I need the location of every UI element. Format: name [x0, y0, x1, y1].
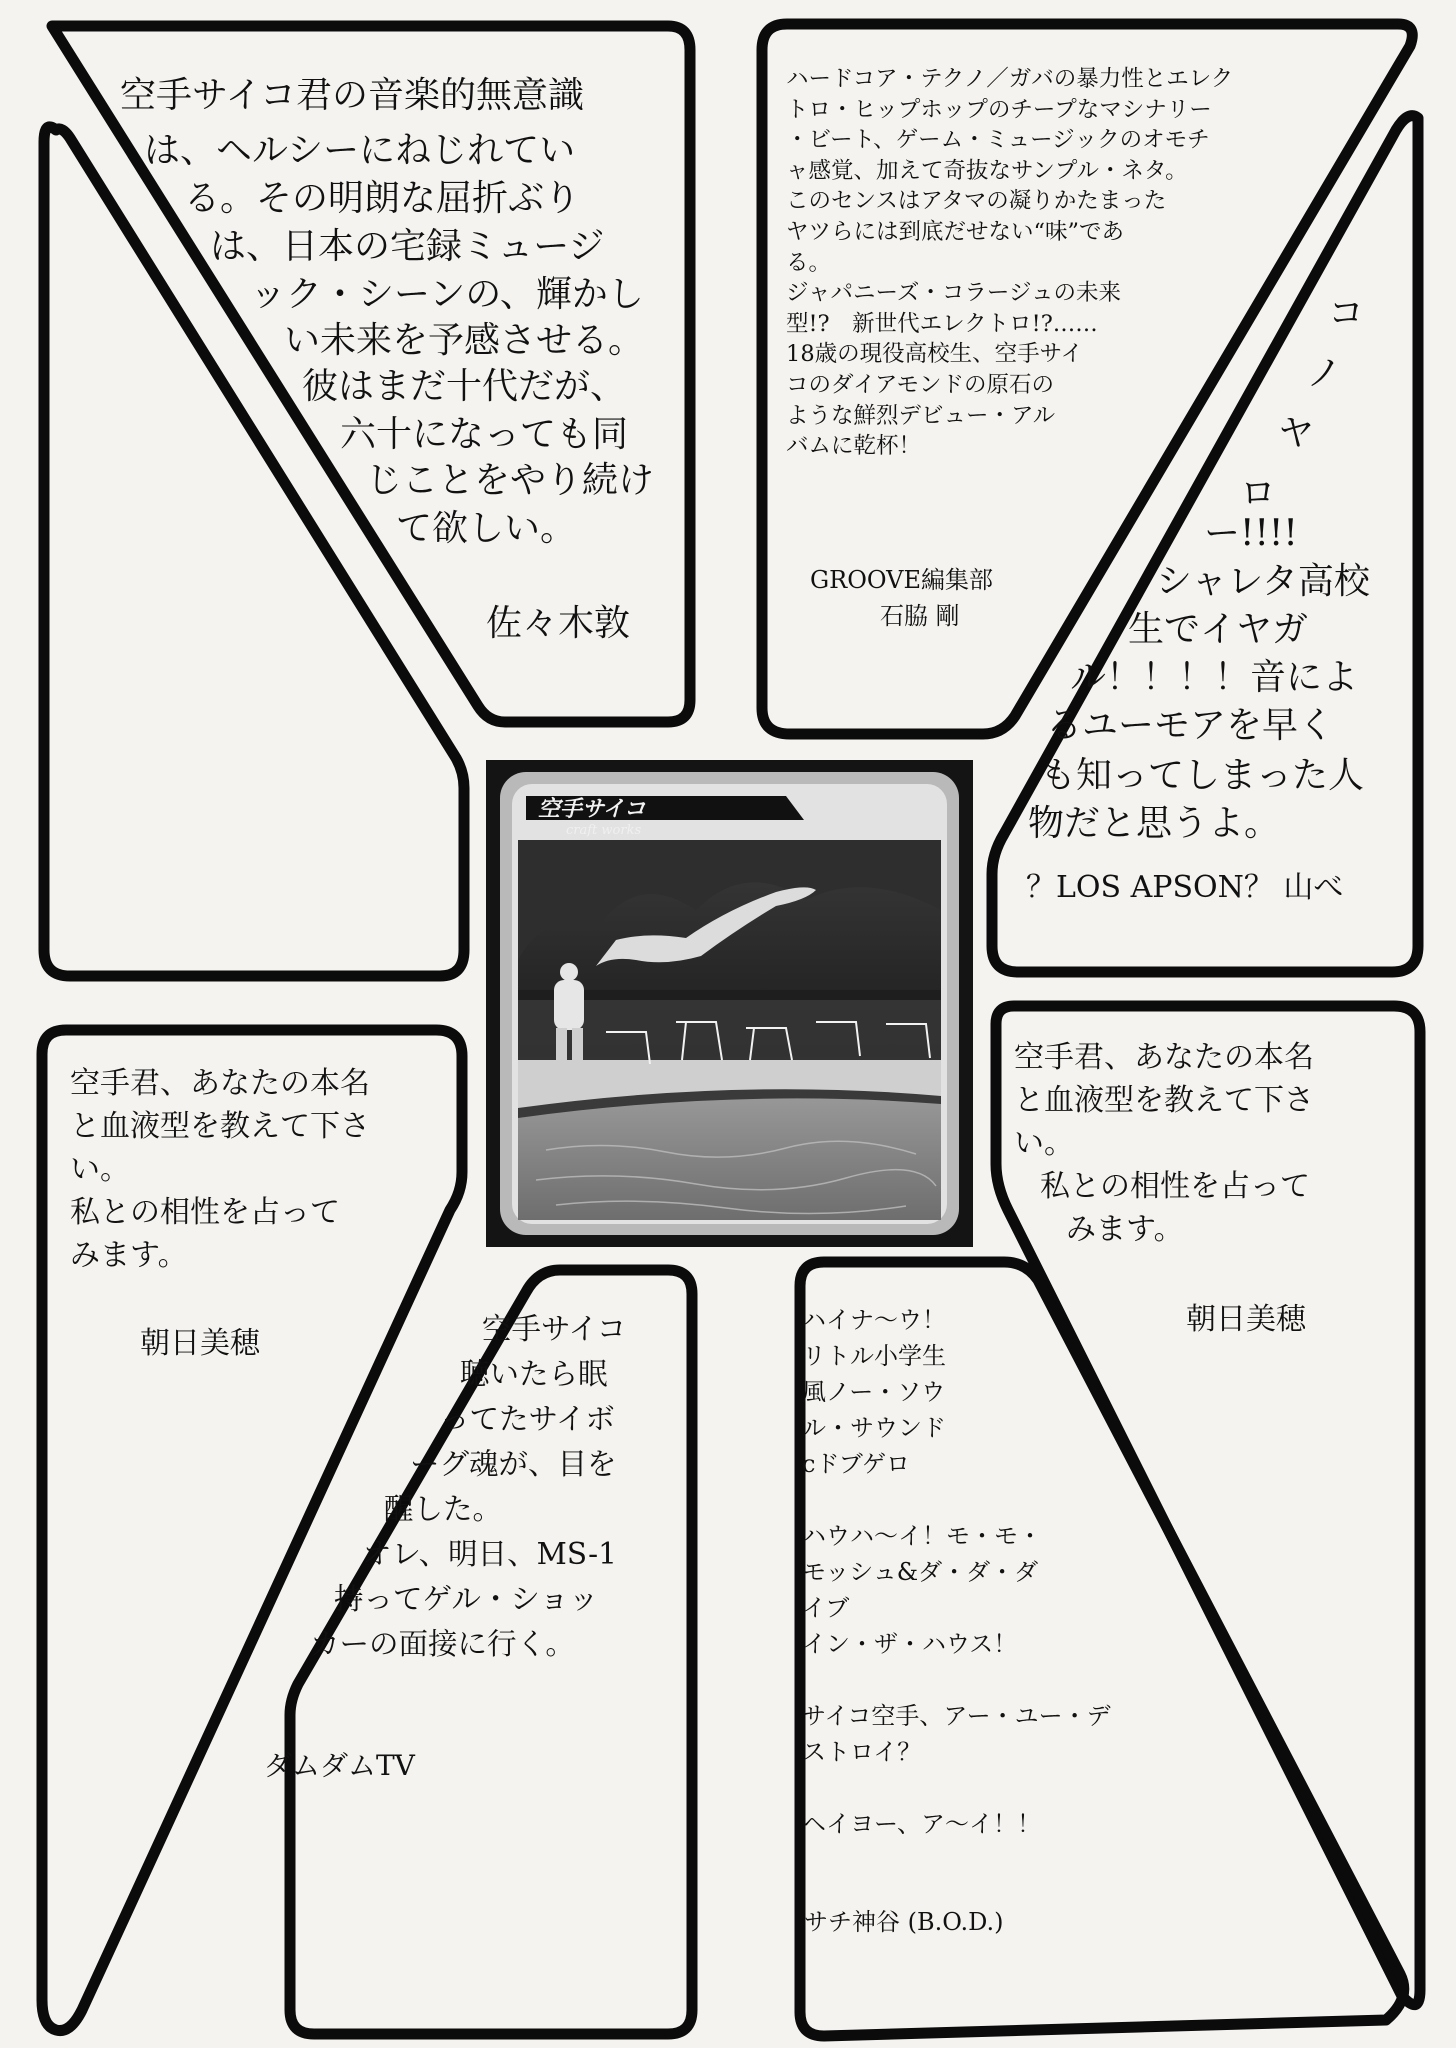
cover-subtitle: craft works: [566, 823, 642, 838]
comment-line: ル・サウンド: [802, 1414, 946, 1442]
comment-line: ヘイヨー、ア～イ！！: [802, 1810, 1042, 1838]
comment-line: 六十になっても同: [340, 414, 629, 455]
comment-line: い。: [1014, 1126, 1074, 1161]
comment-line: る。: [786, 249, 832, 276]
comment-line: 彼はまだ十代だが、: [302, 366, 627, 407]
comment-line: 空手サイコ君の音楽的無意識: [120, 75, 585, 116]
comment-line: ーグ魂が、目を: [410, 1447, 617, 1481]
comment-line: [802, 1770, 1111, 1806]
comment-line: [802, 1482, 1111, 1518]
comment-line: トロ・ヒップホップのチープなマシナリー: [786, 96, 1212, 123]
cover-logo: 空手サイコ: [538, 797, 646, 822]
right-vertical-char: ノ: [1306, 353, 1343, 394]
comment-line: は、日本の宅録ミュージ: [210, 226, 605, 267]
comment-line: 物だと思うよ。: [1028, 803, 1281, 844]
comment-line: コのダイアモンドの原石の: [786, 371, 1054, 398]
comment-line: 醒した。: [384, 1492, 503, 1526]
comment-line: ジャパニーズ・コラージュの未来: [786, 280, 1122, 307]
album-cover-art: [486, 760, 973, 1247]
top-right-comment: [786, 64, 1233, 462]
comment-line: オレ、明日、MS-1: [362, 1537, 617, 1571]
comment-line: い。: [70, 1152, 130, 1187]
comment-line: 聴いたら眠: [460, 1357, 608, 1391]
comment-line: ャ感覚、加えて奇抜なサンプル・ネタ。: [786, 157, 1188, 184]
top-right-signature-1: GROOVE編集部: [810, 566, 994, 594]
comment-line: モッシュ&ダ・ダ・ダ: [802, 1558, 1039, 1586]
comment-line: 18歳の現役高校生、空手サイ: [786, 341, 1084, 368]
right-vertical-char: コ: [1328, 293, 1365, 334]
comment-line: て欲しい。: [396, 508, 577, 549]
comment-line: このセンスはアタマの凝りかたまった: [786, 188, 1167, 215]
bottom-right-comment: [802, 1302, 1111, 1842]
comment-line: 空手君、あなたの本名: [70, 1066, 370, 1101]
comment-line: 風ノー・ソウ: [802, 1378, 946, 1406]
comment-line: [802, 1662, 1111, 1698]
comment-line: ストロイ？: [802, 1738, 922, 1766]
comment-line: 空手サイコ: [482, 1312, 627, 1346]
comment-line: ってたサイボ: [440, 1402, 615, 1436]
comment-line: サイコ空手、アー・ユー・デ: [802, 1702, 1111, 1730]
comment-line: じことをやり続け: [366, 460, 655, 501]
comment-line: ー!!!!: [1204, 513, 1298, 554]
comment-line: ハイナ～ウ！: [802, 1306, 946, 1334]
comment-line: リトル小学生: [802, 1342, 946, 1370]
comment-line: シャレタ高校: [1156, 561, 1370, 602]
comment-line: みます。: [70, 1238, 188, 1273]
comment-line: ック・シーンの、輝かし: [250, 274, 644, 315]
comment-line: 持ってゲル・ショッ: [334, 1582, 599, 1616]
comment-line: ヤツらには到底だせない“味”であ: [786, 218, 1125, 245]
comment-line: ハードコア・テクノ／ガバの暴力性とエレク: [786, 66, 1234, 92]
comment-line: みます。: [1066, 1212, 1184, 1247]
album-cover: [486, 760, 973, 1247]
right-vertical-char: ヤ: [1278, 413, 1315, 454]
right-vertical-char: ロ: [1240, 473, 1277, 514]
comment-line: 私との相性を占って: [70, 1195, 340, 1230]
comment-line: い未来を予感させる。: [284, 320, 645, 361]
comment-line: と血液型を教えて下さ: [70, 1109, 370, 1144]
middle-left-signature: 朝日美穂: [140, 1326, 260, 1361]
comment-line: 空手君、あなたの本名: [1014, 1040, 1314, 1075]
top-left-signature: 佐々木敦: [486, 603, 631, 644]
comment-line: 私との相性を占って: [1040, 1169, 1310, 1204]
comment-line: と血液型を教えて下さ: [1014, 1083, 1314, 1118]
comment-line: イブ: [802, 1594, 850, 1622]
comment-line: イン・ザ・ハウス！: [802, 1630, 1018, 1658]
middle-right-signature: 朝日美穂: [1186, 1302, 1306, 1337]
comment-line: は、ヘルシーにねじれてい: [144, 130, 576, 171]
comment-line: ハウハ～イ！モ・モ・: [802, 1522, 1042, 1550]
top-right-signature-2: 石脇 剛: [880, 602, 960, 630]
comment-line: 型!? 新世代エレクトロ!?……: [786, 310, 1098, 337]
bottom-right-signature: サチ神谷 (B.O.D.): [804, 1908, 1004, 1936]
comment-line: ・ビート、ゲーム・ミュージックのオモチ: [786, 127, 1210, 154]
bottom-center-signature: ダムダムTV: [264, 1749, 415, 1782]
comment-line: るユーモアを早く: [1046, 705, 1335, 746]
comment-line: ル！！！！音によ: [1070, 657, 1359, 698]
right-signature: ？LOS APSON？ 山べ: [1026, 870, 1344, 905]
comment-line: る。その明朗な屈折ぶり: [184, 178, 581, 219]
comment-line: ような鮮烈デビュー・アル: [786, 402, 1056, 429]
comment-line: カーの面接に行く。: [310, 1627, 575, 1661]
comment-line: バムに乾杯！: [786, 433, 922, 460]
comment-line: も知ってしまった人: [1040, 755, 1365, 796]
comment-line: cドブゲロ: [802, 1450, 911, 1478]
comment-line: 生でイヤガ: [1128, 609, 1309, 650]
